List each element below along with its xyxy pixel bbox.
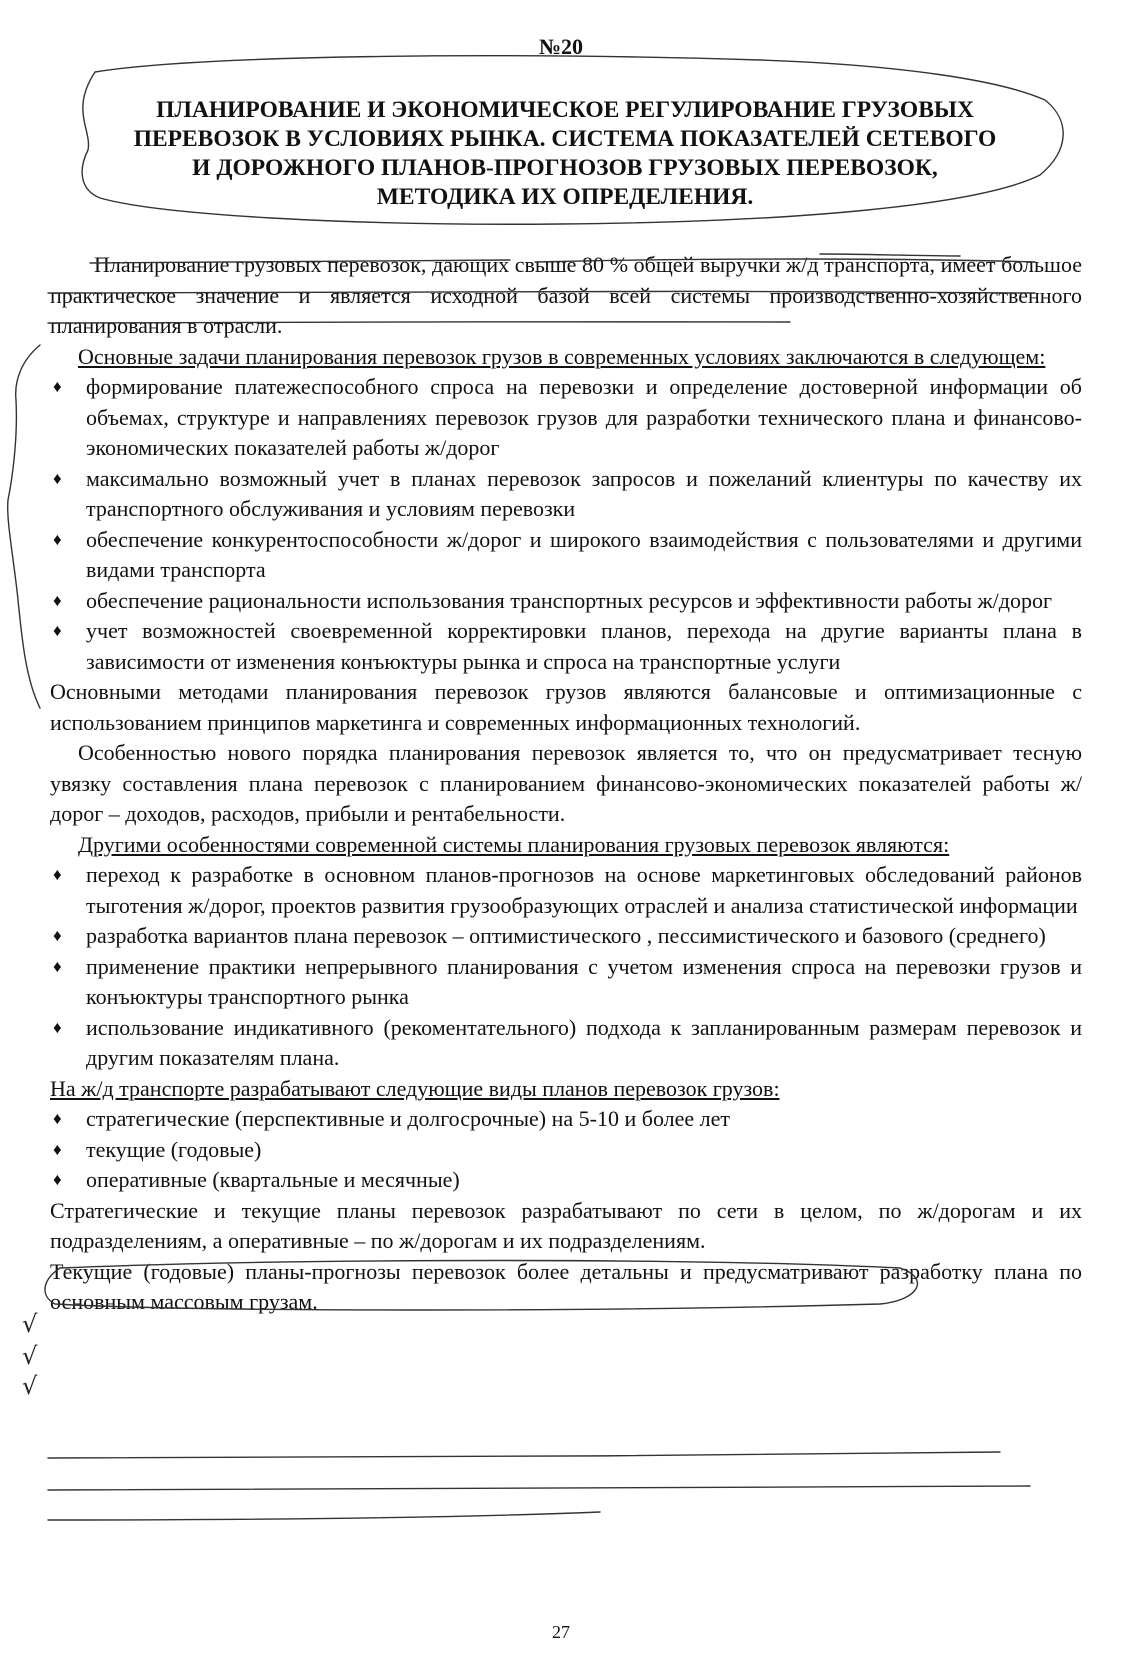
features-heading: Другими особенностями современной системы планирования грузовых перевозок являются: — [78, 831, 950, 857]
bullet-diamond-icon: ♦ — [53, 865, 62, 884]
left-bracket-mark — [8, 345, 40, 708]
list-item — [50, 1104, 1082, 1135]
bullet-diamond-icon: ♦ — [53, 1139, 62, 1159]
list-item-text: оперативные (квартальные и месячные) — [86, 1167, 460, 1192]
list-item-text: максимально возможный учет в планах перевозок запросов и пожеланий клиентуры по качеству их транспортного обслуживания и условиям перевозки — [86, 465, 1082, 521]
document-body — [50, 250, 1082, 1318]
tasks-list — [50, 372, 1082, 677]
list-item-text: формирование платежеспособного спроса на перевозки и определение достоверной информации об объемах, структуре и направлениях перевозок грузов для разработки технического плана и финансово-экономических показателей работы ж/дорог — [86, 374, 1082, 460]
bullet-diamond-icon: ♦ — [53, 529, 62, 549]
title-line: ПЛАНИРОВАНИЕ И ЭКОНОМИЧЕСКОЕ РЕГУЛИРОВАНИЕ ГРУЗОВЫХ — [156, 97, 974, 123]
title-line: МЕТОДИКА ИХ ОПРЕДЕЛЕНИЯ. — [376, 184, 754, 210]
list-item — [50, 1165, 1082, 1196]
title-line: И ДОРОЖНОГО ПЛАНОВ-ПРОГНОЗОВ ГРУЗОВЫХ ПЕРЕВОЗОК, — [192, 155, 938, 181]
list-item-text: разработка вариантов плана перевозок – оптимистического , пессимистического и базового (среднего) — [86, 923, 1046, 948]
list-item-text: обеспечение конкурентоспособности ж/дорог и широкого взаимодействия с пользователями и другими видами транспорта — [86, 526, 1082, 582]
bullet-diamond-icon: ♦ — [53, 926, 62, 945]
underline-mark — [48, 1486, 1030, 1490]
bullet-diamond-icon: ♦ — [53, 1017, 62, 1037]
page-title — [60, 96, 1070, 212]
list-item-text: текущие (годовые) — [86, 1136, 262, 1162]
title-line: ПЕРЕВОЗОК В УСЛОВИЯХ РЫНКА. СИСТЕМА ПОКАЗАТЕЛЕЙ СЕТЕВОГО — [133, 126, 997, 152]
feature-paragraph: Особенностью нового порядка планирования перевозок является то, что он предусматривает тесную увязку составления плана перевозок с планированием финансово-экономических показателей работы ж/дорог – доходов, расходов, прибыли и рентабельности. — [50, 740, 1082, 826]
intro-paragraph: Планирование грузовых перевозок, дающих свыше 80 % общей выручки ж/д транспорта, имеет большое практическое значение и является исходной базой всей системы производственно-хозяйственного планирования в отрасли. — [50, 252, 1082, 338]
list-item — [50, 464, 1082, 525]
tasks-heading: Основные задачи планирования перевозок грузов в современных условиях заключаются в следующем: — [78, 343, 1046, 369]
list-item-text: обеспечение рациональности использования транспортных ресурсов и эффективности работы ж/дорог — [86, 587, 1053, 613]
plan-types-list — [50, 1104, 1082, 1196]
underline-mark — [48, 1512, 600, 1520]
list-item — [50, 860, 1082, 921]
list-item-text: использование индикативного (рекоментательного) подхода к запланированным размерам перевозок и другим показателям плана. — [86, 1014, 1082, 1070]
bullet-diamond-icon: ♦ — [53, 590, 62, 610]
bullet-diamond-icon: ♦ — [53, 621, 62, 640]
list-item — [50, 921, 1082, 952]
list-item — [50, 525, 1082, 586]
bullet-diamond-icon: ♦ — [53, 1109, 62, 1128]
list-item — [50, 952, 1082, 1013]
bullet-diamond-icon: ♦ — [53, 377, 62, 396]
list-item-text: учет возможностей своевременной корректировки планов, перехода на другие варианты плана в зависимости от изменения конъюктуры рынка и спроса на транспортные услуги — [86, 618, 1082, 674]
check-mark-icon: √ — [22, 1372, 38, 1400]
list-item — [50, 1013, 1082, 1074]
features-list — [50, 860, 1082, 1074]
list-item-text: переход к разработке в основном планов-прогнозов на основе маркетинговых обследований районов тыготения ж/дорог, проектов развития грузообразующих отраслей и анализа статистической информации — [86, 862, 1082, 918]
list-item-text: стратегические (перспективные и долгосрочные) на 5-10 и более лет — [86, 1106, 731, 1131]
check-mark-icon: √ — [22, 1310, 38, 1338]
bullet-diamond-icon: ♦ — [53, 468, 62, 488]
list-item — [50, 1135, 1082, 1166]
list-item — [50, 586, 1082, 617]
bullet-diamond-icon: ♦ — [53, 956, 62, 976]
check-mark-icon: √ — [22, 1342, 38, 1370]
list-item — [50, 372, 1082, 464]
methods-paragraph: Основными методами планирования перевозок грузов являются балансовые и оптимизационные с использованием принципов маркетинга и современных информационных технологий. — [50, 679, 1082, 735]
current-plans-paragraph: Текущие (годовые) планы-прогнозы перевозок более детальны и предусматривают разработку плана по основным массовым грузам. — [50, 1258, 1082, 1314]
page-number: 27 — [552, 1622, 570, 1642]
strategic-paragraph: Стратегические и текущие планы перевозок разрабатывают по сети в целом, по ж/дорогам и их подразделениям, а оперативные – по ж/дорогам и их подразделениям. — [50, 1197, 1082, 1253]
underline-mark — [48, 1452, 1000, 1458]
list-item — [50, 616, 1082, 677]
plan-types-heading: На ж/д транспорте разрабатывают следующие виды планов перевозок грузов: — [50, 1075, 780, 1101]
list-item-text: применение практики непрерывного планирования с учетом изменения спроса на перевозки грузов и конъюктуры транспортного рынка — [86, 953, 1082, 1009]
document-number: №20 — [538, 34, 584, 59]
bullet-diamond-icon: ♦ — [53, 1170, 62, 1189]
